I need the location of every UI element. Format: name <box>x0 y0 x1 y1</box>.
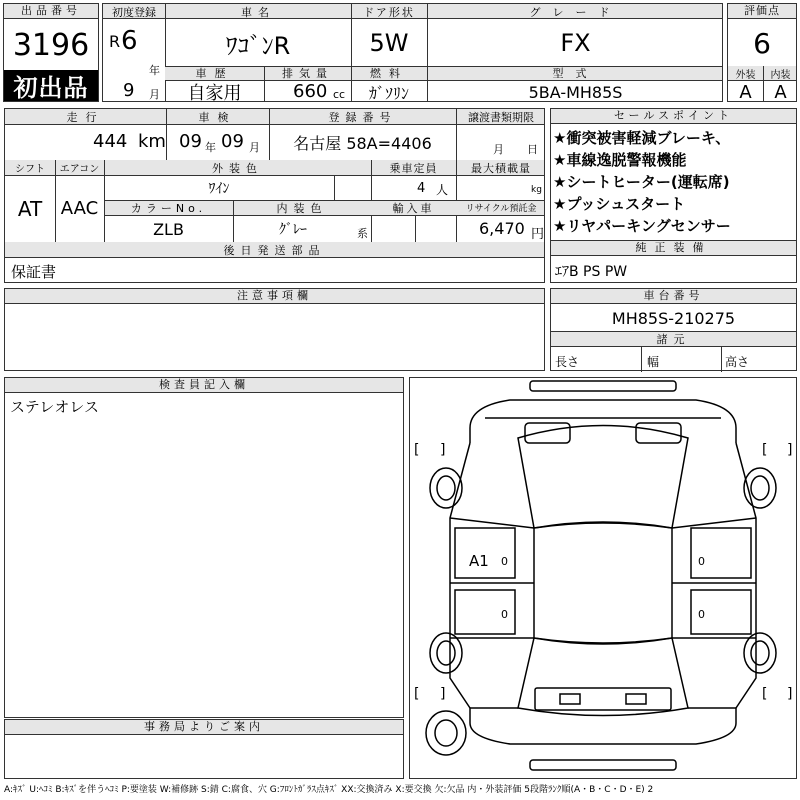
import-label: 輸入車 <box>392 201 435 215</box>
inspection-year-unit: 年 <box>205 141 216 154</box>
displacement-value: 660 <box>293 81 328 102</box>
inspection-year: 09 <box>179 131 202 152</box>
recycle-value: 6,470 <box>479 219 525 238</box>
mark-zero-3: 0 <box>698 555 705 568</box>
door-label: ドア形状 <box>363 5 415 19</box>
dims-width-label: 幅 <box>647 355 660 369</box>
notes-box <box>4 288 545 371</box>
inspection-label: 車検 <box>198 110 237 124</box>
transfer-day-unit: 日 <box>527 143 538 156</box>
office-label: 事務局よりご案内 <box>5 720 403 735</box>
int-color-value: ｸﾞﾚｰ <box>279 222 307 238</box>
recycle-unit: 円 <box>531 227 545 242</box>
mileage-value: 444 <box>93 131 128 152</box>
vehicle-info-box <box>102 3 723 102</box>
transfer-month-unit: 月 <box>493 143 504 156</box>
bracket-front-left-r: ] <box>440 442 446 458</box>
model-code-value: 5BA-MH85S <box>528 82 623 102</box>
fuel-label: 燃料 <box>370 67 408 80</box>
sales-points-box <box>550 108 797 241</box>
ext-color-value: ﾜｲﾝ <box>208 180 230 197</box>
dims-height-label: 高さ <box>725 355 750 369</box>
grade-label: グレード <box>529 5 622 19</box>
sales-point-5: ★リヤパーキングセンサー <box>553 217 731 235</box>
later-parts-label: 後日発送部品 <box>223 244 326 257</box>
bracket-rear-right-r: ] <box>787 686 793 702</box>
score-value: 6 <box>753 26 771 60</box>
mileage-unit: km <box>138 131 166 152</box>
damage-mark-a1: A1 <box>469 552 489 570</box>
fuel-value: ｶﾞｿﾘﾝ <box>368 83 409 103</box>
first-reg-month-unit: 月 <box>149 88 160 101</box>
details-box <box>4 108 545 258</box>
shift-value: AT <box>17 196 43 221</box>
int-score-value: A <box>774 81 787 103</box>
color-no-value: ZLB <box>153 219 184 239</box>
first-reg-era: R <box>109 32 121 51</box>
inspection-month: 09 <box>221 131 244 152</box>
first-reg-month: 9 <box>123 80 135 101</box>
sales-points-label: セールスポイント <box>551 109 796 124</box>
legend-line: A:ｷｽﾞ U:ﾍｺﾐ B:ｷｽﾞを伴うﾍｺﾐ P:要塗装 W:補修跡 S:錆 C:腐食、穴 G:ﾌﾛﾝﾄｶﾞﾗｽ点ｷｽﾞ XX:交換済み X:要交換 欠:欠品 内・外装評価 5段階ﾗﾝｸ順(A・B・C・D・E) 2 <box>4 785 654 795</box>
max-load-unit: kg <box>531 185 542 195</box>
car-name-label: 車名 <box>241 5 275 19</box>
lot-label: 出品番号 <box>4 4 98 19</box>
model-code-label: 型式 <box>552 67 599 80</box>
door-value: 5W <box>369 29 409 57</box>
sales-point-4: ★プッシュスタート <box>553 195 686 213</box>
color-no-label: カラーNo. <box>130 201 207 215</box>
mark-zero-1: 0 <box>501 555 508 568</box>
first-reg-year-unit: 年 <box>149 64 160 77</box>
lot-number: 3196 <box>12 27 90 63</box>
transfer-label: 譲渡書類期限 <box>468 110 534 124</box>
inspector-remark: ステレオレス <box>10 398 99 416</box>
history-label: 車歴 <box>195 67 234 80</box>
standard-equip-label: 純正装備 <box>551 241 796 256</box>
inspection-month-unit: 月 <box>249 141 260 154</box>
capacity-label: 乗車定員 <box>389 161 438 175</box>
capacity-value: 4 <box>417 181 426 196</box>
mileage-label: 走行 <box>66 110 105 124</box>
history-value: 自家用 <box>187 83 242 104</box>
car-name-value: ﾜｺﾞﾝR <box>225 31 291 60</box>
sales-point-3: ★シートヒーター(運転席) <box>553 173 730 191</box>
inspector-box <box>4 377 404 718</box>
recycle-label: リサイクル預託金 <box>465 204 537 214</box>
int-color-label: 内装色 <box>276 201 328 215</box>
displacement-unit: cc <box>333 88 346 101</box>
mark-zero-2: 0 <box>501 608 508 621</box>
first-listing-badge: 初出品 <box>4 70 98 101</box>
lot-box <box>3 3 99 102</box>
reg-no-value: 名古屋 58A=4406 <box>293 134 432 153</box>
chassis-label: 車台番号 <box>551 289 796 304</box>
reg-no-label: 登録番号 <box>328 110 397 124</box>
sales-point-2: ★車線逸脱警報機能 <box>553 151 687 169</box>
bracket-front-right: [ <box>762 442 768 458</box>
shift-label: シフト <box>15 164 45 175</box>
score-label: 評価点 <box>728 4 796 19</box>
notes-label: 注意事項欄 <box>5 289 544 304</box>
standard-equip-value: ｴｱB PS PW <box>555 264 628 280</box>
car-diagram-svg <box>410 378 796 778</box>
bracket-front-left: [ <box>414 442 420 458</box>
bracket-rear-left: [ <box>414 686 420 702</box>
first-reg-year: 6 <box>121 26 138 56</box>
score-box <box>727 3 797 102</box>
grade-value: FX <box>560 29 591 57</box>
aircon-value: AAC <box>60 198 99 219</box>
bracket-rear-left-r: ] <box>440 686 446 702</box>
later-parts-box <box>4 257 545 283</box>
office-box <box>4 719 404 779</box>
damage-diagram <box>409 377 797 779</box>
bracket-front-right-r: ] <box>787 442 793 458</box>
first-reg-label: 初度登録 <box>112 5 156 19</box>
int-color-unit: 系 <box>357 227 368 240</box>
sales-point-1: ★衝突被害軽減ブレーキ、 <box>553 129 731 147</box>
standard-equip-box <box>550 240 797 283</box>
dims-label: 諸元 <box>656 332 691 346</box>
ext-score-label: 外装 <box>735 69 756 81</box>
chassis-box <box>550 288 797 371</box>
ext-color-label: 外装色 <box>212 161 263 175</box>
max-load-label: 最大積載量 <box>471 161 531 175</box>
int-score-label: 内装 <box>770 69 791 81</box>
aircon-label: エアコン <box>59 164 100 175</box>
bracket-rear-right: [ <box>762 686 768 702</box>
dims-length-label: 長さ <box>555 355 580 369</box>
displacement-label: 排気量 <box>282 67 333 80</box>
inspector-label: 検査員記入欄 <box>5 378 403 393</box>
chassis-value: MH85S-210275 <box>611 308 736 328</box>
ext-score-value: A <box>739 81 752 103</box>
capacity-unit: 人 <box>436 183 449 197</box>
later-parts-value: 保証書 <box>11 263 57 281</box>
mark-zero-4: 0 <box>698 608 705 621</box>
